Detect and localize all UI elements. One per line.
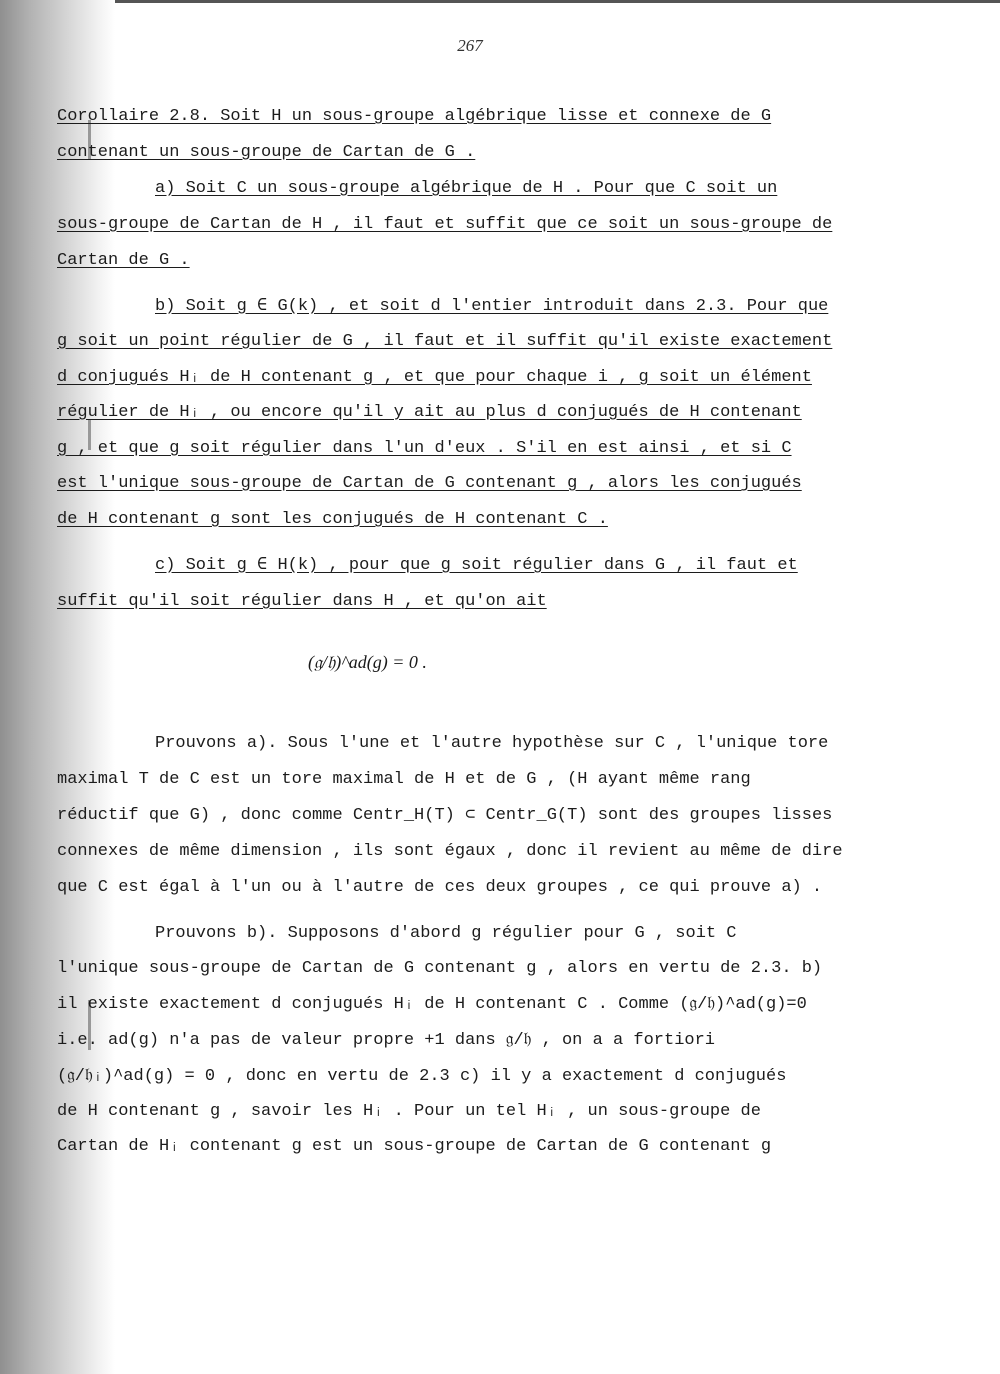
text-line: c) Soit g ∈ H(k) , pour que g soit régulier dans G , il faut et: [155, 556, 798, 575]
text-line: de H contenant g sont les conjugués de H contenant C .: [57, 510, 608, 529]
text-line: g soit un point régulier de G , il faut et il suffit qu'il existe exactement: [57, 332, 833, 351]
text-line: b) Soit g ∈ G(k) , et soit d l'entier introduit dans 2.3. Pour que: [155, 297, 829, 316]
text-line: régulier de Hᵢ , ou encore qu'il y ait au plus d conjugués de H contenant: [57, 403, 802, 422]
text-line: (𝔤/𝔥ᵢ)^ad(g) = 0 , donc en vertu de 2.3 c) il y a exactement d conjugués: [57, 1067, 787, 1086]
page-number: 267: [457, 36, 483, 55]
text-line: g , et que g soit régulier dans l'un d'eux . S'il en est ainsi , et si C: [57, 439, 792, 458]
text-line: réductif que G) , donc comme Centr_H(T) ⊂ Centr_G(T) sont des groupes lisses: [57, 806, 833, 825]
text-line: de H contenant g , savoir les Hᵢ . Pour un tel Hᵢ , un sous-groupe de: [57, 1102, 761, 1121]
scan-shadow-edge: [0, 0, 115, 1374]
text-line: Corollaire 2.8. Soit H un sous-groupe algébrique lisse et connexe de G: [57, 107, 772, 126]
text-line: a) Soit C un sous-groupe algébrique de H . Pour que C soit un: [155, 179, 778, 198]
text-line: i.e. ad(g) n'a pas de valeur propre +1 dans 𝔤/𝔥 , on a a fortiori: [57, 1031, 716, 1050]
text-line: que C est égal à l'un ou à l'autre de ces deux groupes , ce qui prouve a) .: [57, 878, 823, 897]
regularity-formula: (𝔤/𝔥)^ad(g) = 0 .: [308, 652, 427, 672]
text-line: sous-groupe de Cartan de H , il faut et suffit que ce soit un sous-groupe de: [57, 215, 833, 234]
text-line: maximal T de C est un tore maximal de H et de G , (H ayant même rang: [57, 770, 751, 789]
top-rule: [0, 0, 1000, 3]
text-line: Prouvons b). Supposons d'abord g régulier pour G , soit C: [155, 924, 737, 943]
text-line: Cartan de Hᵢ contenant g est un sous-groupe de Cartan de G contenant g: [57, 1137, 772, 1156]
text-line: connexes de même dimension , ils sont égaux , donc il revient au même de dire: [57, 842, 843, 861]
text-line: est l'unique sous-groupe de Cartan de G contenant g , alors les conjugués: [57, 474, 802, 493]
text-line: suffit qu'il soit régulier dans H , et qu'on ait: [57, 592, 547, 611]
text-line: il existe exactement d conjugués Hᵢ de H contenant C . Comme (𝔤/𝔥)^ad(g)=0: [57, 995, 807, 1014]
text-line: contenant un sous-groupe de Cartan de G .: [57, 143, 476, 162]
text-line: Cartan de G .: [57, 251, 190, 270]
text-line: Prouvons a). Sous l'une et l'autre hypothèse sur C , l'unique tore: [155, 734, 829, 753]
text-line: l'unique sous-groupe de Cartan de G contenant g , alors en vertu de 2.3. b): [57, 959, 823, 978]
text-line: d conjugués Hᵢ de H contenant g , et que pour chaque i , g soit un élément: [57, 368, 812, 387]
